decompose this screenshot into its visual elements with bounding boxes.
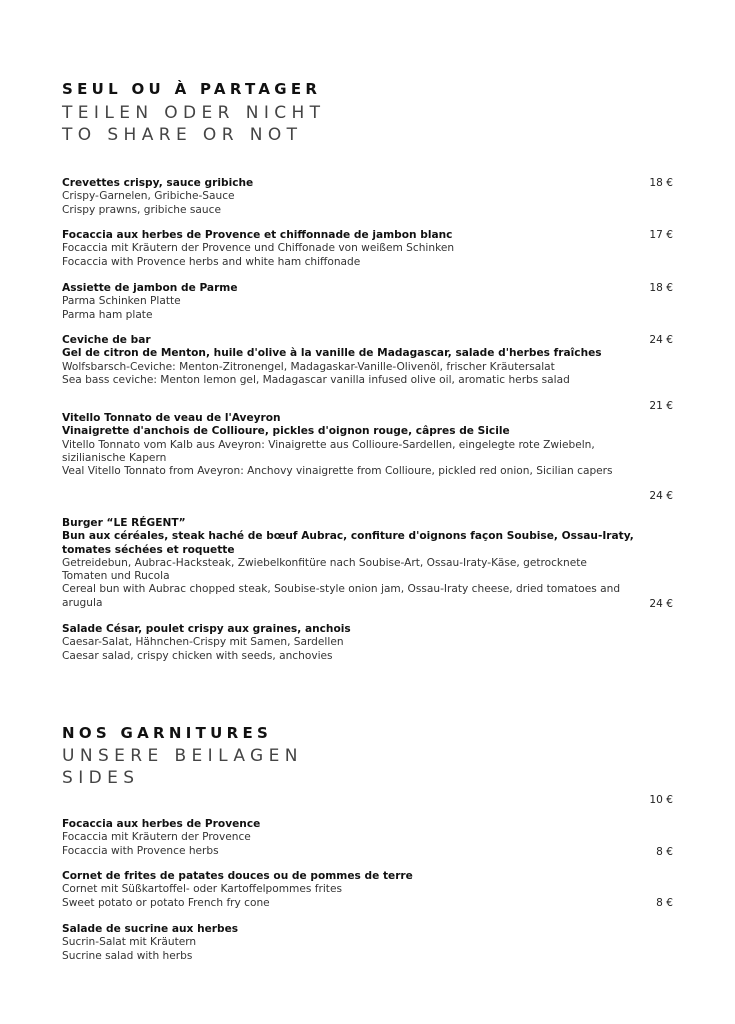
item-desc-en: Sweet potato or potato French fry cone <box>62 896 270 909</box>
section-title-fr: NOS GARNITURES <box>62 724 273 742</box>
item-price: 24 € <box>649 598 673 610</box>
item-price: 18 € <box>649 282 673 294</box>
item-name: Ceviche de bar <box>62 334 151 346</box>
menu-item-ceviche <box>62 334 652 387</box>
menu-item-crevettes <box>62 177 652 217</box>
item-desc-de: Caesar-Salat, Hähnchen-Crispy mit Samen, Sardellen <box>62 636 344 649</box>
item-desc-de: Getreidebun, Aubrac-Hacksteak, Zwiebelkonfitüre nach Soubise-Art, Ossau-Iraty-Käse, getrocknete Tomaten und Rucola <box>62 556 587 583</box>
item-desc-en: Cereal bun with Aubrac chopped steak, Soubise-style onion jam, Ossau-Iraty cheese, dried tomatoes and arugula <box>62 583 621 609</box>
item-desc-de: Sucrin-Salat mit Kräutern <box>62 936 197 949</box>
item-price: 24 € <box>649 490 673 502</box>
item-name: Assiette de jambon de Parme <box>62 282 238 294</box>
item-desc-en: Veal Vitello Tonnato from Aveyron: Anchovy vinaigrette from Collioure, pickled red onion, Sicilian capers <box>62 465 613 478</box>
item-desc-en: Crispy prawns, gribiche sauce <box>62 203 221 216</box>
item-desc-de: Crispy-Garnelen, Gribiche-Sauce <box>62 190 235 203</box>
item-name: Vitello Tonnato de veau de l'Aveyron <box>62 412 281 424</box>
item-name: Salade de sucrine aux herbes <box>62 923 239 935</box>
item-desc-en: Sucrine salad with herbs <box>62 949 193 962</box>
menu-item-parme <box>62 282 652 322</box>
item-desc-de: Focaccia mit Kräutern der Provence <box>62 831 251 844</box>
item-name: Salade César, poulet crispy aux graines, anchois <box>62 623 351 635</box>
item-name: Burger “LE RÉGENT” <box>62 517 186 529</box>
menu-item-salade-sucrine <box>62 923 652 963</box>
section-title-de: TEILEN ODER NICHT <box>62 103 326 123</box>
item-price: 24 € <box>649 334 673 346</box>
item-name: Focaccia aux herbes de Provence et chiffonnade de jambon blanc <box>62 229 453 241</box>
menu-item-burger <box>62 517 652 610</box>
item-desc-en: Focaccia with Provence herbs and white ham chiffonade <box>62 255 361 268</box>
item-desc-en: Parma ham plate <box>62 308 153 321</box>
section-title-fr: SEUL OU À PARTAGER <box>62 80 322 98</box>
item-desc-de: Parma Schinken Platte <box>62 295 181 308</box>
item-desc-de: Wolfsbarsch-Ceviche: Menton-Zitronengel, Madagaskar-Vanille-Olivenöl, frischer Kräutersalat <box>62 360 555 373</box>
menu-item-focaccia-jambon <box>62 229 652 269</box>
menu-item-vitello-tonnato <box>62 412 652 478</box>
menu-item-salade-cesar <box>62 623 652 663</box>
item-price: 10 € <box>649 794 673 806</box>
section-title-de: UNSERE BEILAGEN <box>62 746 303 766</box>
item-desc-en: Caesar salad, crispy chicken with seeds, anchovies <box>62 649 333 662</box>
item-name-detail: Bun aux céréales, steak haché de bœuf Aubrac, confiture d'oignons façon Soubise, Ossau-Iraty, tomates séchées et roquette <box>62 530 634 556</box>
menu-item-cornet-frites <box>62 870 652 910</box>
item-desc-de: Focaccia mit Kräutern der Provence und Chiffonade von weißem Schinken <box>62 242 455 255</box>
item-name-detail: Vinaigrette d'anchois de Collioure, pickles d'oignon rouge, câpres de Sicile <box>62 425 510 438</box>
item-name: Cornet de frites de patates douces ou de pommes de terre <box>62 870 413 882</box>
item-desc-de: Cornet mit Süßkartoffel- oder Kartoffelpommes frites <box>62 883 342 896</box>
item-price: 8 € <box>656 897 673 909</box>
item-desc-en: Focaccia with Provence herbs <box>62 844 219 857</box>
item-desc-de: Vitello Tonnato vom Kalb aus Aveyron: Vinaigrette aus Collioure-Sardellen, eingelegte rote Zwiebeln, sizilianische Kapern <box>62 438 595 464</box>
item-price: 17 € <box>649 229 673 241</box>
item-desc-en: Sea bass ceviche: Menton lemon gel, Madagascar vanilla infused olive oil, aromatic herbs salad <box>62 373 570 386</box>
item-name: Crevettes crispy, sauce gribiche <box>62 177 254 189</box>
item-price: 18 € <box>649 177 673 189</box>
section-title-en: TO SHARE OR NOT <box>62 125 303 145</box>
menu-item-focaccia <box>62 818 652 858</box>
item-price: 21 € <box>649 400 673 412</box>
item-name: Focaccia aux herbes de Provence <box>62 818 261 830</box>
item-price: 8 € <box>656 846 673 858</box>
section-title-en: SIDES <box>62 768 140 788</box>
item-name-detail: Gel de citron de Menton, huile d'olive à la vanille de Madagascar, salade d'herbes fraîches <box>62 347 602 360</box>
